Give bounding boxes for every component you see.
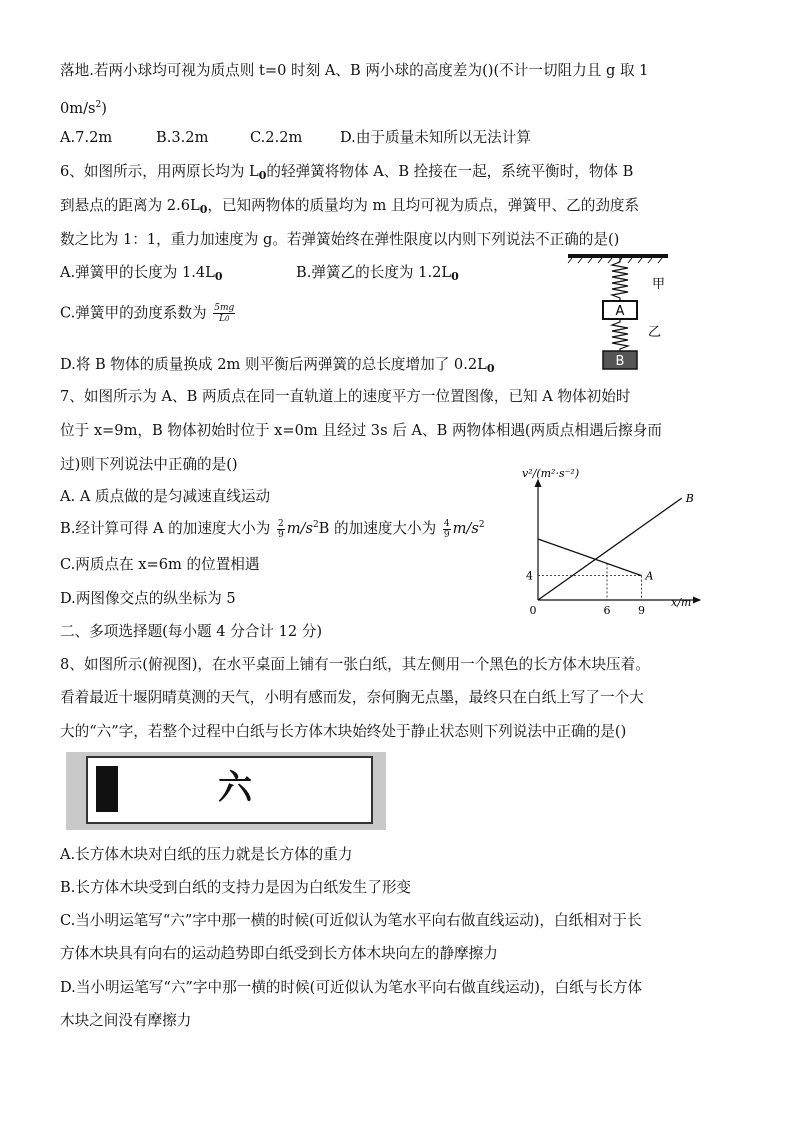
- q6-option-d[interactable]: D.将 B 物体的质量换成 2m 则平衡后两弹簧的总长度增加了 $0.2L_0$: [60, 356, 495, 375]
- x-tick-label: 0: [529, 604, 537, 617]
- x-tick-label: 6: [603, 604, 611, 617]
- q6-stem-line3: 数之比为 1：1，重力加速度为 g。若弹簧始终在弹性限度以内则下列说法不正确的是(): [60, 231, 620, 248]
- black-wooden-block: [96, 766, 118, 812]
- q7-v2-x-chart: [505, 462, 705, 622]
- series-b-line: [538, 498, 682, 600]
- q5-option-b[interactable]: B.3.2m: [156, 129, 209, 146]
- block-a-label: A: [615, 304, 625, 319]
- ceiling: [568, 254, 668, 258]
- spring-yi: [612, 319, 628, 351]
- q5-option-c[interactable]: C.2.2m: [250, 129, 303, 146]
- q8-option-d-line1[interactable]: D.当小明运笔写“六”字中那一横的时候(可近似认为笔水平向右做直线运动)，白纸与长方体: [60, 979, 643, 996]
- six-character: 六: [218, 768, 252, 808]
- q6-stem-line2: 到悬点的距离为 $2.6L_0$，已知两物体的质量均为 m 且均可视为质点，弹簧甲、乙的劲度系: [60, 197, 640, 216]
- q5-option-d[interactable]: D.由于质量未知所以无法计算: [340, 129, 531, 146]
- label-jia: 甲: [652, 277, 666, 292]
- q7-stem-line3: 过)则下列说法中正确的是(): [60, 456, 238, 473]
- q5-options: [60, 128, 531, 148]
- spring-jia: [612, 258, 628, 301]
- white-paper: [86, 756, 373, 824]
- q5-stem-line1: 落地.若两小球均可视为质点则 t=0 时刻 A、B 两小球的高度差为()(不计一切阻力且 g 取 1: [60, 62, 649, 79]
- q7-option-b[interactable]: B.经计算可得 A 的加速度大小为 $\frac{2}{9}$ $m/s^2B$ 的加速度大小为 $\frac{4}{9}$ $m/s^2$: [60, 518, 485, 540]
- q8-option-a[interactable]: A.长方体木块对白纸的压力就是长方体的重力: [60, 846, 353, 863]
- q8-stem-line3: 大的“六”字，若整个过程中白纸与长方体木块始终处于静止状态则下列说法中正确的是(): [60, 723, 627, 740]
- ceiling-hatch: [568, 258, 662, 263]
- q5-option-a[interactable]: A.7.2m: [60, 129, 113, 146]
- q8-option-d-line2: 木块之间没有摩擦力: [60, 1012, 192, 1029]
- y-tick-label: 4: [526, 569, 533, 583]
- q6-option-a[interactable]: A.弹簧甲的长度为 $1.4L_0$: [60, 264, 223, 283]
- q7-stem-line1: 7、如图所示为 A、B 两质点在同一直轨道上的速度平方一位置图像，已知 A 物体初始时: [60, 388, 631, 405]
- q7-option-c[interactable]: C.两质点在 x=6m 的位置相遇: [60, 556, 260, 573]
- q6-options-ab: [60, 263, 459, 287]
- q8-option-b[interactable]: B.长方体木块受到白纸的支持力是因为白纸发生了形变: [60, 879, 412, 896]
- x-axis-label: x/m: [671, 596, 692, 609]
- q8-paper-figure: [66, 752, 386, 830]
- q8-stem-line2: 看着最近十堰阴晴莫测的天气，小明有感而发，奈何胸无点墨，最终只在白纸上写了一个大: [60, 689, 644, 706]
- label-yi: 乙: [648, 325, 662, 340]
- q6-option-c[interactable]: C.弹簧甲的劲度系数为 $\frac{5mg}{L0}$: [60, 303, 235, 324]
- q7-stem-line2: 位于 x=9m，B 物体初始时位于 x=0m 且经过 3s 后 A、B 两物体相遇(两质点相遇后擦身而: [60, 422, 662, 439]
- q7-option-a[interactable]: A. A 质点做的是匀减速直线运动: [60, 488, 271, 505]
- x-tick-label: 9: [638, 604, 645, 617]
- q8-option-c-line1[interactable]: C.当小明运笔写“六”字中那一横的时候(可近似认为笔水平向右做直线运动)，白纸相对于长: [60, 912, 642, 929]
- q5-stem-line2: $0m/s^2$): [60, 100, 107, 117]
- q6-option-b[interactable]: B.弹簧乙的长度为 $1.2L_0$: [296, 264, 459, 283]
- y-axis-label: v²/(m²·s⁻²): [522, 467, 580, 480]
- q6-spring-figure: [560, 250, 680, 375]
- series-a-line: [538, 539, 642, 576]
- q8-option-c-line2: 方体木块具有向右的运动趋势即白纸受到长方体木块向左的静摩擦力: [60, 945, 498, 962]
- q6-option-c-fraction: $\frac{5mg}{L0}$: [214, 303, 235, 324]
- series-b-label: B: [685, 492, 694, 506]
- block-b-label: B: [615, 354, 625, 369]
- q6-stem-line1: 6、如图所示，用两原长均为 $L_0$的轻弹簧将物体 A、B 拴接在一起，系统平衡时，物体 B: [60, 163, 634, 182]
- section2-heading: 二、多项选择题(每小题 4 分合计 12 分): [60, 623, 323, 640]
- series-a-label: A: [645, 569, 654, 583]
- q7-option-d[interactable]: D.两图像交点的纵坐标为 5: [60, 590, 236, 607]
- q8-stem-line1: 8、如图所示(俯视图)，在水平桌面上铺有一张白纸，其左侧用一个黑色的长方体木块压着。: [60, 656, 650, 673]
